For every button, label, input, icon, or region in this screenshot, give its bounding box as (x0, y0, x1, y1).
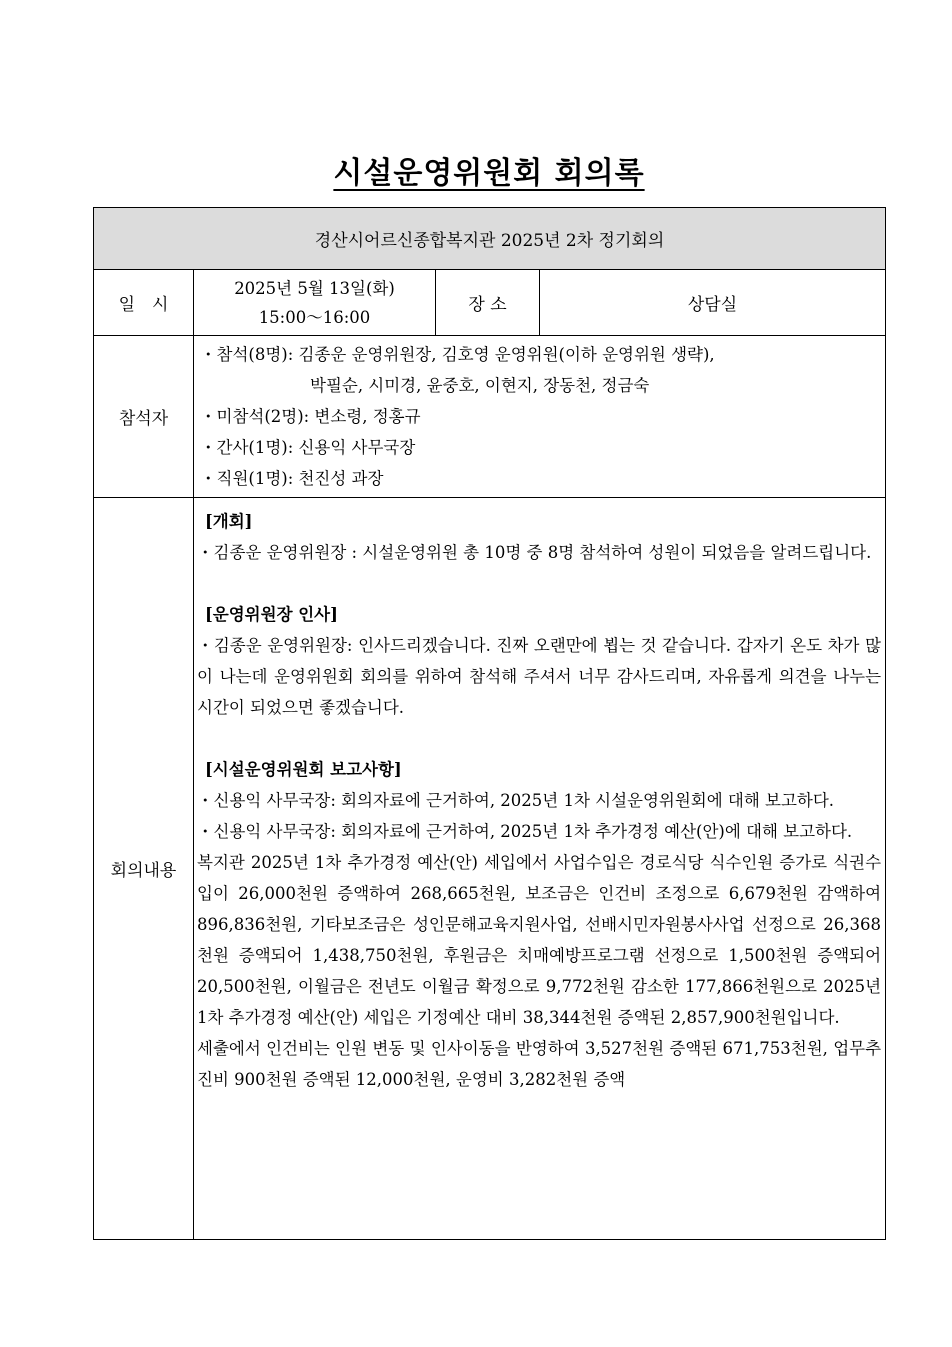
place-label: 장 소 (436, 270, 540, 336)
attendees-label: 참석자 (94, 336, 194, 498)
attendees-cell (194, 336, 886, 498)
meeting-header: 경산시어르신종합복지관 2025년 2차 정기회의 (94, 208, 886, 270)
date-line: 2025년 5월 13일(화) (234, 278, 395, 298)
report-paragraph-3: 복지관 2025년 1차 추가경정 예산(안) 세입에서 사업수입은 경로식당 식수인원 증가로 식권수입이 26,000천원 증액하여 268,665천원, 보조금은 인건비 조정으로 6,679천원 감액하여 896,836천원, 기타보조금은 성인문해교육지원사업, 선배시민자원봉사사업 선정으로 26,368천원 증액되어 1,438,750천원, 후원금은 치매예방프로그램 선정으로 1,500천원 증액되어 20,500천원, 이월금은 전년도 이월금 확정으로 9,772천원 감소한 177,866천원으로 2025년 1차 추가경정 예산(안) 세입은 기정예산 대비 38,344천원 증액된 2,857,900천원입니다. (197, 853, 882, 1027)
place-value: 상담실 (540, 270, 886, 336)
spacer (197, 723, 881, 754)
minutes-table (93, 207, 886, 1240)
content-label: 회의내용 (94, 498, 194, 1240)
secretary-line: ・간사(1명): 신용익 사무국장 (200, 438, 416, 457)
datetime-label: 일 시 (94, 270, 194, 336)
report-paragraph-1: ・신용익 사무국장: 회의자료에 근거하여, 2025년 1차 시설운영위원회에 대해 보고하다. (197, 791, 835, 810)
report-paragraph-2: ・신용익 사무국장: 회의자료에 근거하여, 2025년 1차 추가경정 예산(안)에 대해 보고하다. (197, 822, 853, 841)
present-line-1: ・참석(8명): 김종운 운영위원장, 김호영 운영위원(이하 운영위원 생략), (200, 345, 715, 364)
page-title: 시설운영위원회 회의록 (333, 156, 645, 191)
section-chair-greeting-title: [운영위원장 인사] (205, 605, 338, 624)
opening-paragraph: ・김종운 운영위원장 : 시설운영위원 총 10명 중 8명 참석하여 성원이 되었음을 알려드립니다. (197, 543, 872, 562)
content-cell (194, 498, 886, 1240)
chair-greeting-paragraph: ・김종운 운영위원장: 인사드리겠습니다. 진짜 오랜만에 뵙는 것 같습니다. 갑자기 온도 차가 많이 나는데 운영위원회 회의를 위하여 참석해 주셔서 너무 감사드리며, 자유롭게 의견을 나누는 시간이 되었으면 좋겠습니다. (197, 636, 882, 717)
present-line-2: 박필순, 시미경, 윤중호, 이현지, 장동천, 정금숙 (310, 376, 650, 395)
section-report-title: [시설운영위원회 보고사항] (205, 760, 402, 779)
spacer (197, 568, 881, 599)
time-line: 15:00～16:00 (258, 307, 371, 327)
datetime-value (194, 270, 436, 336)
section-opening-title: [개회] (205, 512, 253, 531)
staff-line: ・직원(1명): 천진성 과장 (200, 469, 384, 488)
absent-line: ・미참석(2명): 변소령, 정홍규 (200, 407, 421, 426)
report-paragraph-4: 세출에서 인건비는 인원 변동 및 인사이동을 반영하여 3,527천원 증액된 671,753천원, 업무추진비 900천원 증액된 12,000천원, 운영비 3,282천원 증액 (197, 1039, 882, 1089)
